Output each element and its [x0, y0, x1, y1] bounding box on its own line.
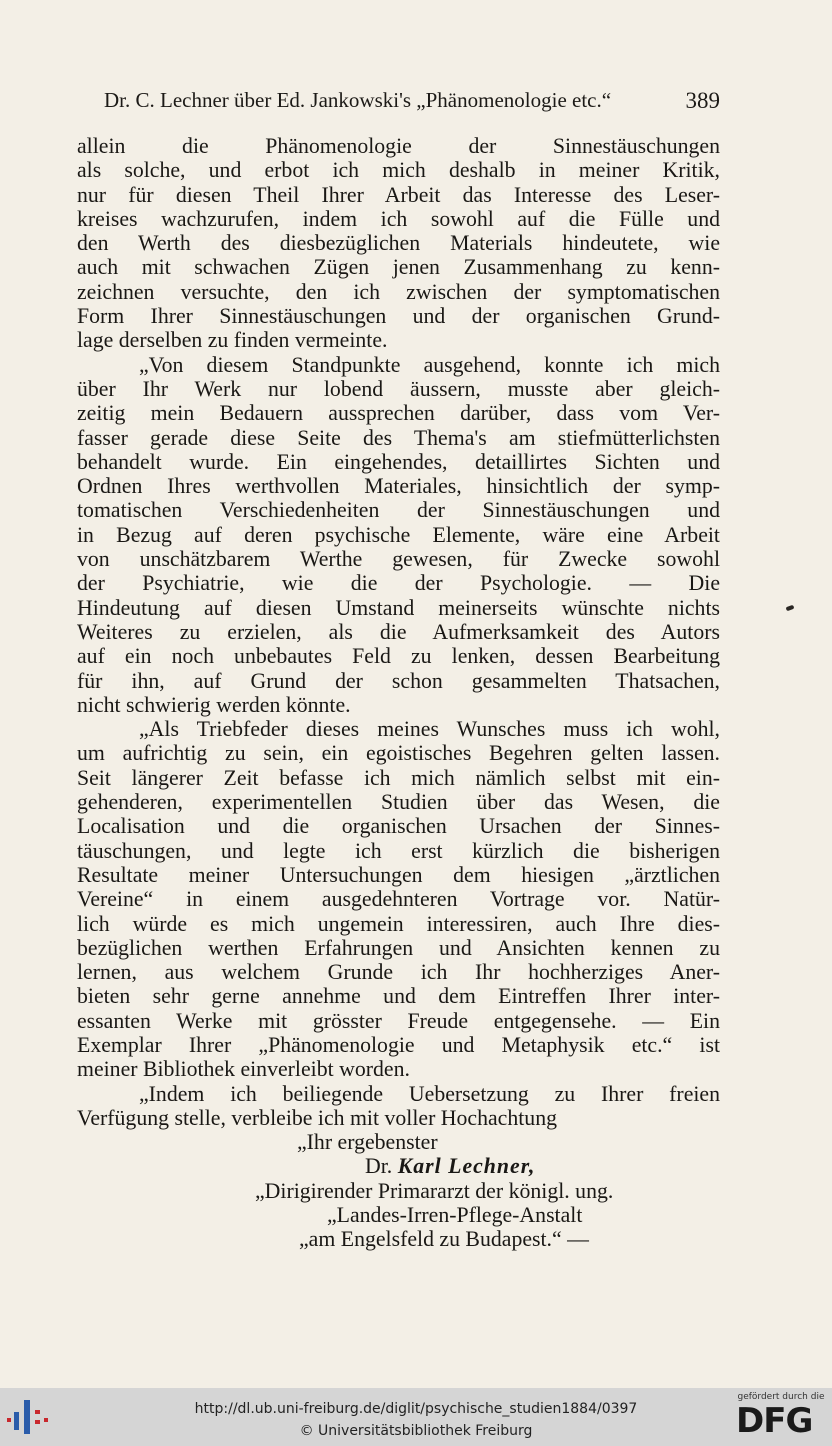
text-line: in Bezug auf deren psychische Elemente, wäre eine Arbeit [77, 522, 720, 547]
text-line: Form Ihrer Sinnestäuschungen und der organischen Grund- [77, 304, 720, 329]
text-line: um aufrichtig zu sein, ein egoistisches Begehren gelten lassen. [77, 741, 720, 766]
running-title: Dr. C. Lechner über Ed. Jankowski's „Phänomenologie etc.“ [104, 88, 612, 112]
text-line: gehenderen, experimentellen Studien über das Wesen, die [77, 790, 720, 815]
text-line: Weiteres zu erzielen, als die Aufmerksamkeit des Autors [77, 619, 720, 644]
copyright-notice: © Universitätsbibliothek Freiburg [299, 1423, 533, 1439]
text-line: behandelt wurde. Ein eingehendes, detaillirtes Sichten und [77, 449, 720, 474]
text-line: meiner Bibliothek einverleibt worden. [77, 1057, 410, 1082]
text-line: auch mit schwachen Zügen jenen Zusammenhang zu kenn- [77, 255, 720, 280]
signature-location: „am Engelsfeld zu Budapest.“ — [299, 1227, 589, 1252]
text-line: Vereine“ in einem ausgedehnteren Vortrage vor. Natür- [77, 887, 720, 912]
text-line: der Psychiatrie, wie die der Psychologie. — Die [77, 571, 720, 596]
text-line: den Werth des diesbezüglichen Materials hindeutete, wie [77, 231, 720, 256]
text-line: Exemplar Ihrer „Phänomenologie und Metaphysik etc.“ ist [77, 1032, 720, 1057]
text-line: Verfügung stelle, verbleibe ich mit voller Hochachtung [77, 1105, 557, 1130]
text-line: von unschätzbarem Werthe gewesen, für Zwecke sowohl [77, 547, 720, 572]
page-number: 389 [685, 88, 720, 113]
text-line: Localisation und die organischen Ursachen der Sinnes- [77, 814, 720, 839]
viewer-footer [0, 1388, 832, 1446]
signature-institution: „Landes-Irren-Pflege-Anstalt [327, 1203, 583, 1228]
text-line: täuschungen, und legte ich erst kürzlich die bisherigen [77, 838, 720, 863]
ub-freiburg-logo-icon [4, 1396, 50, 1438]
text-line: Resultate meiner Untersuchungen dem hiesigen „ärztlichen [77, 862, 720, 887]
text-line: als solche, und erbot ich mich deshalb in meiner Kritik, [77, 158, 720, 183]
text-line: essanten Werke mit grösster Freude entgegensehe. — Ein [77, 1008, 720, 1033]
text-line: Ordnen Ihres werthvollen Materiales, hinsichtlich der symp- [77, 474, 720, 499]
text-line: „Indem ich beiliegende Uebersetzung zu Ihrer freien [139, 1081, 720, 1106]
text-line: „Von diesem Standpunkte ausgehend, konnte ich mich [139, 352, 720, 377]
text-line: auf ein noch unbebautes Feld zu lenken, dessen Bearbeitung [77, 644, 720, 669]
text-line: Seit längerer Zeit befasse ich mich nämlich selbst mit ein- [77, 765, 720, 790]
page-header [104, 88, 720, 114]
text-line: zeitig mein Bedauern aussprechen darüber, dass vom Ver- [77, 401, 720, 426]
signature-role: „Dirigirender Primararzt der königl. ung. [255, 1178, 614, 1203]
text-line: bieten sehr gerne annehme und dem Eintreffen Ihrer inter- [77, 984, 720, 1009]
text-line: lage derselben zu finden vermeinte. [77, 328, 388, 353]
page-body [77, 134, 720, 1252]
signature-closing: „Ihr ergebenster [297, 1130, 438, 1155]
text-line: lich würde es mich ungemein interessiren, auch Ihre dies- [77, 911, 720, 936]
text-line: kreises wachzurufen, indem ich sowohl auf die Fülle und [77, 206, 720, 231]
text-line: tomatischen Verschiedenheiten der Sinnestäuschungen und [77, 498, 720, 523]
text-line: über Ihr Werk nur lobend äussern, musste aber gleich- [77, 376, 720, 401]
signature-name-line [77, 1154, 720, 1178]
text-line: nicht schwierig werden könnte. [77, 692, 351, 717]
dfg-logo-text: DFG [736, 1401, 813, 1441]
text-line: Hindeutung auf diesen Umstand meinerseits wünschte nichts [77, 595, 720, 620]
dfg-logo [734, 1392, 828, 1442]
text-line: lernen, aus welchem Grunde ich Ihr hochherziges Aner- [77, 960, 720, 985]
margin-mark [786, 605, 795, 611]
text-line: nur für diesen Theil Ihrer Arbeit das Interesse des Leser- [77, 182, 720, 207]
text-line: für ihn, auf Grund der schon gesammelten Thatsachen, [77, 668, 720, 693]
permalink-url[interactable]: http://dl.ub.uni-freiburg.de/diglit/psychische_studien1884/0397 [194, 1401, 638, 1417]
signature-title: Dr. [365, 1154, 393, 1179]
text-line: allein die Phänomenologie der Sinnestäuschungen [77, 134, 720, 158]
signature-name: Karl Lechner, [397, 1154, 536, 1179]
text-line: „Als Triebfeder dieses meines Wunsches muss ich wohl, [139, 717, 720, 742]
dfg-sponsor-label: gefördert durch die [737, 1392, 825, 1402]
text-line: bezüglichen werthen Erfahrungen und Ansichten kennen zu [77, 935, 720, 960]
text-line: zeichnen versuchte, den ich zwischen der symptomatischen [77, 279, 720, 304]
text-line: fasser gerade diese Seite des Thema's am stiefmütterlichsten [77, 425, 720, 450]
